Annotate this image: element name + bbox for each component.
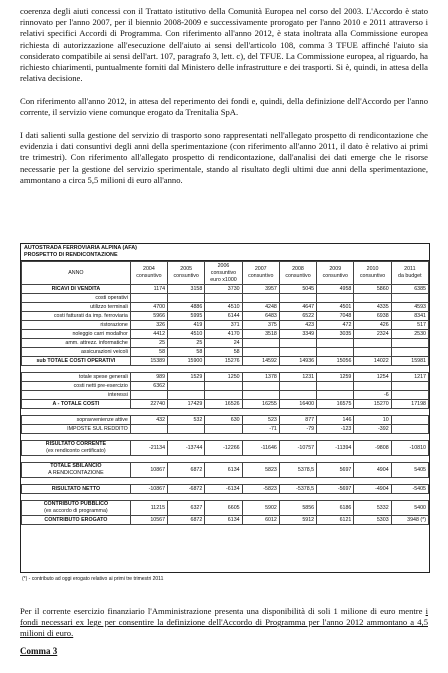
value-cell: -11394 — [317, 441, 354, 456]
row-label: CONTRIBUTO PUBBLICO (ex accordo di programma) — [22, 501, 131, 516]
column-year: 2008 — [292, 266, 304, 272]
value-cell — [279, 391, 316, 400]
column-kind: consuntivo — [136, 273, 162, 279]
row-label: costi netti pre-esercizio — [22, 382, 131, 391]
value-cell: 58 — [130, 348, 167, 357]
table-gap-row — [22, 478, 429, 485]
value-cell — [279, 294, 316, 303]
value-cell: 6144 — [205, 312, 242, 321]
value-cell: 3349 — [279, 330, 316, 339]
row-label: sopravvenienze attive — [22, 416, 131, 425]
row-label: costi fatturati da imp. ferroviaria — [22, 312, 131, 321]
value-cell: 1529 — [168, 373, 205, 382]
value-cell: -123 — [317, 425, 354, 434]
value-cell: 630 — [205, 416, 242, 425]
value-cell: 15900 — [168, 357, 205, 366]
value-cell: 1231 — [279, 373, 316, 382]
value-cell: 523 — [242, 416, 279, 425]
value-cell: -6872 — [168, 485, 205, 494]
value-cell: 5378,5 — [279, 463, 316, 478]
row-label: RISULTATO NETTO — [22, 485, 131, 494]
table-row — [22, 348, 429, 357]
row-sublabel: A RENDICONTAZIONE — [48, 470, 104, 476]
value-cell: 3957 — [242, 285, 279, 294]
column-kind: da budget — [398, 273, 422, 279]
value-cell: 11215 — [130, 501, 167, 516]
value-cell: -79 — [279, 425, 316, 434]
value-cell: 1254 — [354, 373, 391, 382]
table-row — [22, 312, 429, 321]
table-row — [22, 425, 429, 434]
table-row — [22, 321, 429, 330]
table-row — [22, 485, 429, 494]
value-cell — [317, 348, 354, 357]
table-title-line1: AUTOSTRADA FERROVIARIA ALPINA (AFA) — [24, 245, 137, 251]
column-header-2009 — [317, 262, 354, 285]
value-cell: 16526 — [205, 400, 242, 409]
value-cell: 25 — [130, 339, 167, 348]
value-cell: -13744 — [168, 441, 205, 456]
column-year: 2011 — [404, 266, 416, 272]
table-title-line2: PROSPETTO DI RENDICONTAZIONE — [24, 252, 118, 258]
row-label: RICAVI DI VENDITA — [22, 285, 131, 294]
table-row — [22, 285, 429, 294]
value-cell: 6872 — [168, 516, 205, 525]
column-header-2010 — [354, 262, 391, 285]
value-cell: 432 — [130, 416, 167, 425]
value-cell: 10 — [354, 416, 391, 425]
value-cell: 22740 — [130, 400, 167, 409]
column-kind: consuntivo — [210, 269, 237, 276]
value-cell: 4593 — [391, 303, 428, 312]
value-cell: -9808 — [354, 441, 391, 456]
value-cell: 6134 — [205, 463, 242, 478]
value-cell: 3948 (*) — [391, 516, 428, 525]
paragraph-intro: coerenza degli aiuti concessi con il Trattato istitutivo della Comunità Europea nel corso del 2003. L'Accordo è stato rinnovato per l'anno 2007, per il biennio 2008-2009 e successivamente prorogato per l'anno 2010 e 2011 attraverso i relativi specifici Accordi di Programma. Con riferimento all'anno 2012, è stata inoltrata alla Commissione europea richiesta di autorizzazione all'esecuzione dell'aiuto ai sensi dell'articolo 108, comma 3 TFUE affinché l'aiuto sia considerato compatibile ai sensi dell'art. 107, paragrafo 3, lett. c), del TFUE. La Commissione europea, al riguardo, ha richiesto chiarimenti, puntualmente forniti dal Ministero delle infrastrutture e dei trasporti. Si è, quindi, in attesa della relativa decisione. — [20, 6, 428, 84]
table-row — [22, 382, 429, 391]
table-gap-row — [22, 494, 429, 501]
value-cell: 5303 — [354, 516, 391, 525]
table-gap-row — [22, 366, 429, 373]
value-cell: 989 — [130, 373, 167, 382]
column-header-2011 — [391, 262, 428, 285]
value-cell: 472 — [317, 321, 354, 330]
column-year: 2010 — [366, 266, 379, 272]
paragraph-dati-salienti: I dati salienti sulla gestione del servizio di trasporto sono rappresentati nell'allegato prospetto di rendicontazione che evidenzia i dati consuntivi degli anni della sperimentazione (con riferimento all'anno 2011, il dato è relativo ai primi tre trimestri). Con riferimento all'allegato prospetto di rendicontazione, dall'analisi dei dati emerge che le risorse necessarie per la gestione del servizio sperimentale, stando al risultato degli ultimi due anni della sperimentazione, ammontano a circa 5,5 milioni di euro all'anno. — [20, 130, 428, 185]
column-unit: euro x1000 — [210, 276, 237, 283]
value-cell: 6605 — [205, 501, 242, 516]
value-cell: 4886 — [168, 303, 205, 312]
row-label: sub TOTALE COSTI OPERATIVI — [22, 357, 131, 366]
value-cell: -392 — [354, 425, 391, 434]
value-cell: 3158 — [168, 285, 205, 294]
value-cell — [279, 339, 316, 348]
table-row — [22, 303, 429, 312]
gap-cell — [22, 456, 429, 463]
value-cell — [205, 382, 242, 391]
value-cell — [391, 339, 428, 348]
row-label: totale spese generali — [22, 373, 131, 382]
gap-cell — [22, 494, 429, 501]
table-row — [22, 416, 429, 425]
row-label: A - TOTALE COSTI — [22, 400, 131, 409]
table-gap-row — [22, 434, 429, 441]
value-cell: -10867 — [130, 485, 167, 494]
value-cell: 5912 — [279, 516, 316, 525]
value-cell: 877 — [279, 416, 316, 425]
row-label: IMPOSTE SUL REDDITO — [22, 425, 131, 434]
value-cell — [391, 348, 428, 357]
rendicontazione-table-box — [20, 243, 430, 573]
value-cell: 4510 — [205, 303, 242, 312]
table-row — [22, 339, 429, 348]
value-cell — [130, 391, 167, 400]
column-year: 2009 — [329, 266, 342, 272]
value-cell: 24 — [205, 339, 242, 348]
value-cell: -6 — [354, 391, 391, 400]
value-cell: 375 — [242, 321, 279, 330]
value-cell: -12266 — [205, 441, 242, 456]
value-cell: 4501 — [317, 303, 354, 312]
paragraph-esercizio-a: Per il corrente esercizio finanziario l'Amministrazione presenta una disponibilità di soli 1 milione di euro mentre — [20, 606, 426, 616]
value-cell: 7048 — [317, 312, 354, 321]
value-cell: 4958 — [317, 285, 354, 294]
value-cell: 6186 — [317, 501, 354, 516]
value-cell: 10567 — [130, 516, 167, 525]
value-cell — [279, 382, 316, 391]
value-cell: 4412 — [130, 330, 167, 339]
row-sublabel: (ex accordo di programma) — [44, 508, 108, 514]
value-cell: 16575 — [317, 400, 354, 409]
value-cell — [205, 294, 242, 303]
value-cell — [391, 294, 428, 303]
value-cell — [354, 382, 391, 391]
value-cell — [242, 382, 279, 391]
value-cell — [279, 348, 316, 357]
value-cell — [317, 339, 354, 348]
row-label: assicurazioni veicoli — [22, 348, 131, 357]
column-year: 2007 — [254, 266, 267, 272]
value-cell: 5405 — [391, 463, 428, 478]
column-kind: consuntivo — [359, 273, 386, 279]
value-cell: 1174 — [130, 285, 167, 294]
value-cell: 3730 — [205, 285, 242, 294]
comma-heading: Comma 3 — [20, 646, 58, 656]
value-cell — [242, 339, 279, 348]
column-year: 2006 — [217, 262, 230, 269]
value-cell: 4700 — [130, 303, 167, 312]
table-row — [22, 357, 429, 366]
row-label: ristorazione — [22, 321, 131, 330]
row-label: TOTALE SBILANCIO A RENDICONTAZIONE — [22, 463, 131, 478]
gap-cell — [22, 434, 429, 441]
value-cell: 5856 — [279, 501, 316, 516]
value-cell: 2530 — [391, 330, 428, 339]
value-cell: 2324 — [354, 330, 391, 339]
value-cell: 6327 — [168, 501, 205, 516]
value-cell — [168, 382, 205, 391]
value-cell: 6872 — [168, 463, 205, 478]
value-cell: 5902 — [242, 501, 279, 516]
paragraph-esercizio — [20, 606, 428, 640]
value-cell — [205, 391, 242, 400]
table-gap-row — [22, 456, 429, 463]
value-cell: 15056 — [317, 357, 354, 366]
row-label: CONTRIBUTO EROGATO — [22, 516, 131, 525]
value-cell: 6134 — [205, 516, 242, 525]
value-cell: 4647 — [279, 303, 316, 312]
value-cell: 4510 — [168, 330, 205, 339]
table-footnote: (*) - contributo ad oggi erogato relativo ai primi tre trimestri 2011 — [22, 576, 164, 582]
row-label: RISULTATO CORRENTE (ex rendiconto certificato) — [22, 441, 131, 456]
value-cell: 426 — [354, 321, 391, 330]
value-cell — [354, 339, 391, 348]
paragraph-esercizio-b: i fondi necessari ex lege per consentire la definizione dell'Accordo di Programma per l'anno 2012 ammontano a 4,5 milioni di euro. — [20, 606, 428, 639]
value-cell: 15276 — [205, 357, 242, 366]
row-label: noleggio carri modalhor — [22, 330, 131, 339]
value-cell: 15981 — [391, 357, 428, 366]
value-cell: 5860 — [354, 285, 391, 294]
row-label: amm. attrezz. informatiche — [22, 339, 131, 348]
value-cell: 10867 — [130, 463, 167, 478]
table-row — [22, 501, 429, 516]
value-cell: -5405 — [391, 485, 428, 494]
value-cell: -71 — [242, 425, 279, 434]
value-cell: -4904 — [354, 485, 391, 494]
column-year: 2005 — [180, 266, 193, 272]
value-cell: 25 — [168, 339, 205, 348]
value-cell — [168, 294, 205, 303]
value-cell: 419 — [168, 321, 205, 330]
value-cell — [317, 391, 354, 400]
value-cell — [391, 416, 428, 425]
paragraph-2012: Con riferimento all'anno 2012, in attesa del reperimento dei fondi e, quindi, della definizione dell'Accordo per l'anno corrente, il servizio viene comunque erogato da Trenitalia SpA. — [20, 96, 428, 118]
table-row — [22, 441, 429, 456]
value-cell: 6522 — [279, 312, 316, 321]
rendicontazione-table — [21, 261, 429, 525]
value-cell: 58 — [168, 348, 205, 357]
value-cell — [354, 294, 391, 303]
table-row — [22, 391, 429, 400]
value-cell: 58 — [205, 348, 242, 357]
value-cell: 1259 — [317, 373, 354, 382]
value-cell: -10810 — [391, 441, 428, 456]
value-cell — [317, 382, 354, 391]
value-cell: -11646 — [242, 441, 279, 456]
value-cell: 15389 — [130, 357, 167, 366]
table-row — [22, 294, 429, 303]
value-cell: 4335 — [354, 303, 391, 312]
column-header-2005 — [168, 262, 205, 285]
row-sublabel: (ex rendiconto certificato) — [46, 448, 106, 454]
value-cell: 5332 — [354, 501, 391, 516]
value-cell — [391, 391, 428, 400]
value-cell: 1378 — [242, 373, 279, 382]
table-row — [22, 463, 429, 478]
value-cell: -5378,5 — [279, 485, 316, 494]
column-kind: consuntivo — [248, 273, 274, 279]
value-cell: 16400 — [279, 400, 316, 409]
value-cell: 371 — [205, 321, 242, 330]
value-cell: 6362 — [130, 382, 167, 391]
value-cell: 6012 — [242, 516, 279, 525]
gap-cell — [22, 366, 429, 373]
value-cell: 14936 — [279, 357, 316, 366]
value-cell: 5400 — [391, 501, 428, 516]
value-cell: 5966 — [130, 312, 167, 321]
column-year: 2004 — [143, 266, 155, 272]
value-cell — [242, 294, 279, 303]
value-cell: 14022 — [354, 357, 391, 366]
value-cell: 532 — [168, 416, 205, 425]
column-kind: consuntivo — [322, 273, 348, 279]
value-cell: 6385 — [391, 285, 428, 294]
value-cell: -21134 — [130, 441, 167, 456]
value-cell: 4170 — [205, 330, 242, 339]
value-cell — [130, 425, 167, 434]
value-cell: 1250 — [205, 373, 242, 382]
value-cell: 3035 — [317, 330, 354, 339]
value-cell: 4248 — [242, 303, 279, 312]
value-cell — [242, 348, 279, 357]
column-header-2006 — [205, 262, 242, 285]
value-cell — [391, 425, 428, 434]
value-cell: 17429 — [168, 400, 205, 409]
row-label: costi operativi — [22, 294, 131, 303]
value-cell: -5823 — [242, 485, 279, 494]
column-header-anno: ANNO — [22, 262, 131, 285]
value-cell: 15270 — [354, 400, 391, 409]
value-cell — [168, 391, 205, 400]
value-cell: -6134 — [205, 485, 242, 494]
column-header-2008 — [279, 262, 316, 285]
value-cell: 5995 — [168, 312, 205, 321]
value-cell — [205, 425, 242, 434]
value-cell: 326 — [130, 321, 167, 330]
value-cell — [130, 294, 167, 303]
table-gap-row — [22, 409, 429, 416]
value-cell — [317, 294, 354, 303]
table-row — [22, 400, 429, 409]
value-cell: 1217 — [391, 373, 428, 382]
value-cell: 5045 — [279, 285, 316, 294]
value-cell: 423 — [279, 321, 316, 330]
gap-cell — [22, 478, 429, 485]
column-header-2004 — [130, 262, 167, 285]
value-cell: 3518 — [242, 330, 279, 339]
value-cell: 6483 — [242, 312, 279, 321]
table-title — [21, 244, 429, 261]
table-row — [22, 516, 429, 525]
row-label: interessi — [22, 391, 131, 400]
value-cell: 146 — [317, 416, 354, 425]
value-cell: 16255 — [242, 400, 279, 409]
value-cell: 517 — [391, 321, 428, 330]
table-row — [22, 373, 429, 382]
column-kind: consuntivo — [285, 273, 311, 279]
value-cell: 14592 — [242, 357, 279, 366]
column-kind: consuntivo — [173, 273, 199, 279]
table-row — [22, 330, 429, 339]
gap-cell — [22, 409, 429, 416]
value-cell: 5823 — [242, 463, 279, 478]
value-cell: -5697 — [317, 485, 354, 494]
value-cell — [242, 391, 279, 400]
value-cell — [354, 348, 391, 357]
value-cell: -10757 — [279, 441, 316, 456]
value-cell: 4904 — [354, 463, 391, 478]
value-cell: 6121 — [317, 516, 354, 525]
value-cell — [168, 425, 205, 434]
row-label: utilizzo terminali — [22, 303, 131, 312]
value-cell: 8341 — [391, 312, 428, 321]
value-cell: 6938 — [354, 312, 391, 321]
value-cell: 17198 — [391, 400, 428, 409]
value-cell — [391, 382, 428, 391]
value-cell: 5697 — [317, 463, 354, 478]
column-header-2007 — [242, 262, 279, 285]
